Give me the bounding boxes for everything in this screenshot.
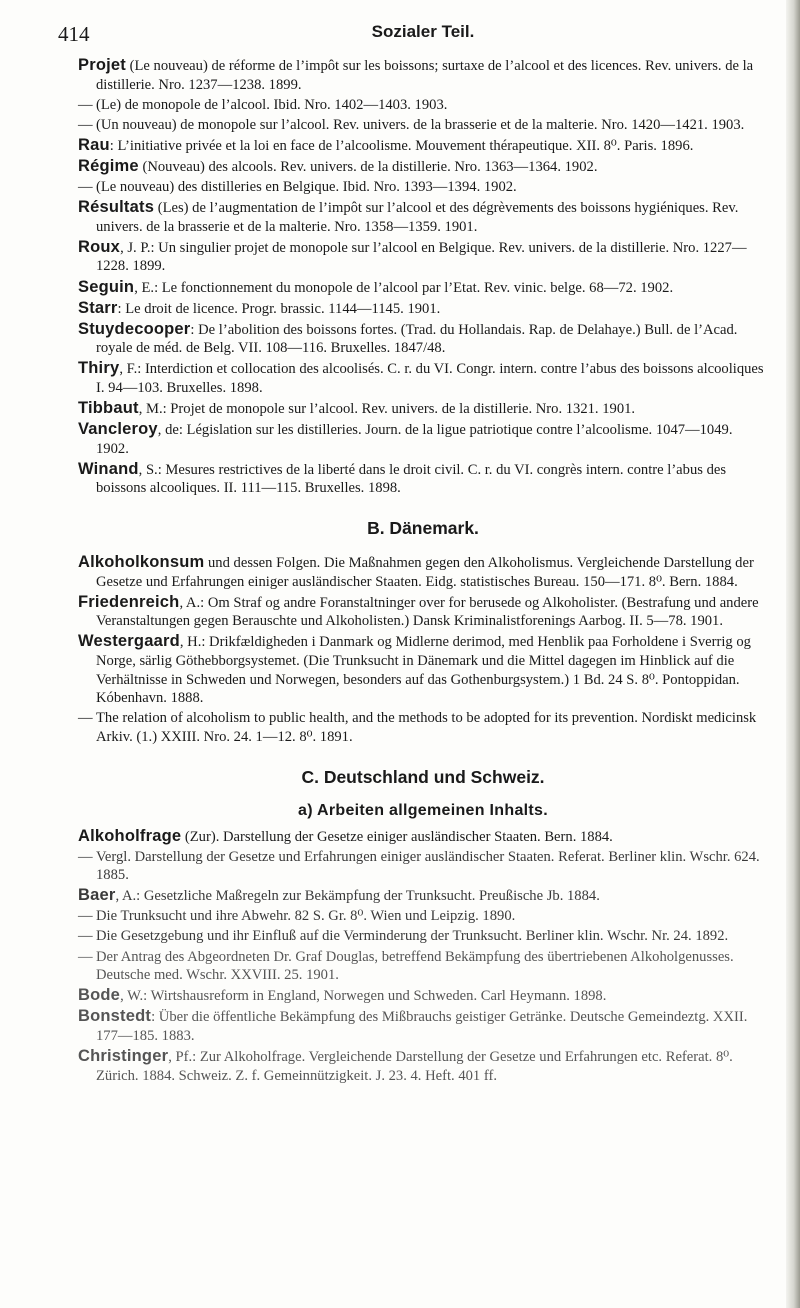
repeat-dash: — (78, 848, 93, 865)
entry-text: : Über die öffentliche Bekämpfung des Mißbrauchs geistiger Getränke. Deutsche Gemeindeztg. XXII. 177—185. 1883. (96, 1009, 748, 1044)
entry-text: , F.: Interdiction et collocation des alcoolisés. C. r. du VI. Congr. intern. contre l’abus des boissons alcooliques I. 94—103. Bruxelles. 1898. (96, 361, 764, 396)
repeat-dash: — (78, 710, 93, 727)
bibliography-entry (78, 986, 768, 1006)
entry-head: Régime (78, 156, 139, 175)
bibliography-entry (78, 553, 768, 591)
entry-text: Die Gesetzgebung und ihr Einfluß auf die Verminderung der Trunksucht. Berliner klin. Wschr. Nr. 24. 1892. (96, 928, 729, 945)
page-number: 414 (58, 22, 90, 46)
entry-head: Tibbaut (78, 399, 139, 418)
repeat-dash: — (78, 928, 93, 945)
entry-text: (Nouveau) des alcools. Rev. univers. de la distillerie. Nro. 1363—1364. 1902. (138, 158, 598, 175)
entry-head: Rau (78, 135, 110, 154)
bibliography-entry (78, 299, 768, 319)
entry-text: (Le) de monopole de l’alcool. Ibid. Nro. 1402—1403. 1903. (96, 96, 448, 113)
entry-text: , E.: Le fonctionnement du monopole de l’alcool par l’Etat. Rev. vinic. belge. 68—72. 1902. (134, 279, 674, 296)
entry-head: Starr (78, 298, 118, 317)
entry-head: Alkoholfrage (78, 826, 182, 845)
entry-text: , S.: Mesures restrictives de la liberté dans le droit civil. C. r. du VI. congrès intern. contre l’abus des boissons alcooliques. II. 111—115. Bruxelles. 1898. (96, 461, 727, 497)
entry-head: Friedenreich (78, 592, 180, 611)
entry-head: Alkoholkonsum (78, 553, 205, 572)
entry-text: , M.: Projet de monopole sur l’alcool. Rev. univers. de la distillerie. Nro. 1321. 1901. (138, 401, 636, 418)
entry-text: , A.: Gesetzliche Maßregeln zur Bekämpfung der Trunksucht. Preußische Jb. 1884. (115, 888, 600, 905)
section-c-title: C. Deutschland und Schweiz. (301, 766, 545, 787)
bibliography-entry (78, 709, 768, 746)
bibliography-entry (78, 359, 768, 397)
bibliography-entry (78, 420, 768, 458)
entry-head: Bonstedt (78, 1007, 152, 1026)
entry-text: (Zur). Darstellung der Gesetze einiger ausländischer Staaten. Bern. 1884. (181, 828, 613, 845)
page-edge-shadow (786, 0, 800, 1308)
entry-text: (Le nouveau) des distilleries en Belgique. Ibid. Nro. 1393—1394. 1902. (96, 179, 517, 196)
bibliography-entry (78, 593, 768, 631)
bibliography-entry (78, 136, 768, 156)
repeat-dash: — (78, 96, 93, 113)
page (58, 22, 768, 1087)
running-head: Sozialer Teil. (371, 22, 475, 41)
bibliography-entry (78, 948, 768, 985)
entry-head: Projet (78, 56, 126, 74)
section-a-entries (78, 56, 768, 498)
entry-text: Der Antrag des Abgeordneten Dr. Graf Douglas, betreffend Bekämpfung des übertriebenen Alkoholgenusses. Deutsche med. Wschr. XXVIII. 25. 1901. (96, 948, 734, 984)
repeat-dash: — (78, 116, 93, 133)
entry-text: , H.: Drikfældigheden i Danmark og Midlerne derimod, med Henblik paa Forholdene i Sverrig og Norge, särlig Göthebborgsystemet. (Die Trunksucht in Dänemark und die Mittel dagegen im Hinblick auf die Verhältnisse in Schweden und Norwegen, besonders auf das Gothenburgsystem.) 1 Bd. 24 S. 8⁰. Pontoppidan. Kóbenhavn. 1888. (96, 634, 751, 707)
bibliography-entry (78, 198, 768, 236)
bibliography-entry (78, 320, 768, 358)
entry-head: Stuydecooper (78, 319, 191, 338)
entry-text: , W.: Wirtshausreform in England, Norwegen und Schweden. Carl Heymann. 1898. (120, 988, 607, 1005)
entry-text: Die Trunksucht und ihre Abwehr. 82 S. Gr. 8⁰. Wien und Leipzig. 1890. (96, 908, 516, 925)
bibliography-entry (78, 460, 768, 498)
entry-text: , J. P.: Un singulier projet de monopole sur l’alcool en Belgique. Rev. univers. de la distillerie. Nro. 1227—1228. 1899. (96, 239, 747, 275)
entry-head: Thiry (78, 359, 120, 378)
entry-head: Winand (78, 459, 139, 478)
bibliography-entry (78, 157, 768, 177)
entry-head: Résultats (78, 198, 155, 217)
entry-text: (Le nouveau) de réforme de l’impôt sur les boissons; surtaxe de l’alcool et des licences. Rev. univers. de la distillerie. Nro. 1237—1238. 1899. (96, 58, 754, 93)
page-header (58, 22, 768, 56)
bibliography-entry (78, 907, 768, 926)
entry-head: Roux (78, 237, 121, 256)
entry-text: The relation of alcoholism to public health, and the methods to be adopted for its prevention. Nordiskt medicinsk Arkiv. (1.) XXIII. Nro. 24. 1—12. 8⁰. 1891. (96, 710, 757, 745)
section-b-title: B. Dänemark. (367, 518, 479, 539)
repeat-dash: — (78, 179, 93, 196)
bibliography-entry (78, 632, 768, 707)
entry-text: : Le droit de licence. Progr. brassic. 1144—1145. 1901. (117, 300, 441, 317)
entry-text: und dessen Folgen. Die Maßnahmen gegen den Alkoholismus. Vergleichende Darstellung der Gesetze und Erfahrungen einiger ausländischer Staaten. Eidg. statistisches Bureau. 150—171. 8⁰. Bern. 1884. (96, 555, 754, 590)
entry-text: (Les) de l’augmentation de l’impôt sur l’alcool et des dégrèvements des boissons hygiéniques. Rev. univers. de la brasserie et de la malterie. Nro. 1358—1359. 1901. (96, 200, 739, 235)
bibliography-entry (78, 278, 768, 298)
section-b-entries (78, 553, 768, 746)
entry-head: Westergaard (78, 632, 180, 651)
bibliography-entry (78, 886, 768, 906)
entry-head: Seguin (78, 277, 135, 296)
entry-text: : L’initiative privée et la loi en face de l’alcoolisme. Mouvement thérapeutique. XII. 8⁰. Paris. 1896. (109, 137, 694, 154)
bibliography-entry (78, 1047, 768, 1085)
bibliography-entry (78, 116, 768, 135)
repeat-dash: — (78, 908, 93, 925)
entry-text: Vergl. Darstellung der Gesetze und Erfahrungen einiger ausländischer Staaten. Referat. Berliner klin. Wschr. 624. 1885. (96, 848, 760, 884)
entry-text: , Pf.: Zur Alkoholfrage. Vergleichende Darstellung der Gesetze und Erfahrungen etc. Referat. 8⁰. Zürich. 1884. Schweiz. Z. f. Gemeinnützigkeit. J. 23. 4. Heft. 401 ff. (96, 1049, 733, 1084)
bibliography-entry (78, 827, 768, 847)
bibliography-entry (78, 848, 768, 885)
repeat-dash: — (78, 948, 93, 965)
entry-head: Bode (78, 986, 121, 1005)
bibliography-entry (78, 178, 768, 197)
entry-head: Vancleroy (78, 420, 158, 439)
entry-head: Baer (78, 886, 116, 905)
entry-text: : De l’abolition des boissons fortes. (Trad. du Hollandais. Rap. de Delahaye.) Bull. de l’Acad. royale de méd. de Belg. VII. 108—116. Bruxelles. 1847/48. (96, 321, 738, 357)
bibliography-entry (78, 1007, 768, 1045)
entry-head: Christinger (78, 1047, 169, 1066)
bibliography-entry (78, 56, 768, 94)
entry-text: , A.: Om Straf og andre Foranstaltninger over for berusede og Alkoholister. (Bestrafung und andere Veranstaltungen gegen Berauschte und Alkoholisten.) Dansk Kriminalistforenings Aarbog. II. 5—78. 1901. (96, 594, 759, 630)
entry-text: (Un nouveau) de monopole sur l’alcool. Rev. univers. de la brasserie et de la malterie. Nro. 1420—1421. 1903. (96, 116, 745, 133)
entry-text: , de: Législation sur les distilleries. Journ. de la ligue patriotique contre l’alcoolisme. 1047—1049. 1902. (96, 422, 733, 457)
bibliography-entry (78, 927, 768, 946)
bibliography-entry (78, 399, 768, 419)
bibliography-entry (78, 96, 768, 115)
bibliography-entry (78, 238, 768, 276)
section-c-entries (78, 827, 768, 1086)
section-c-subtitle: a) Arbeiten allgemeinen Inhalts. (298, 801, 548, 819)
